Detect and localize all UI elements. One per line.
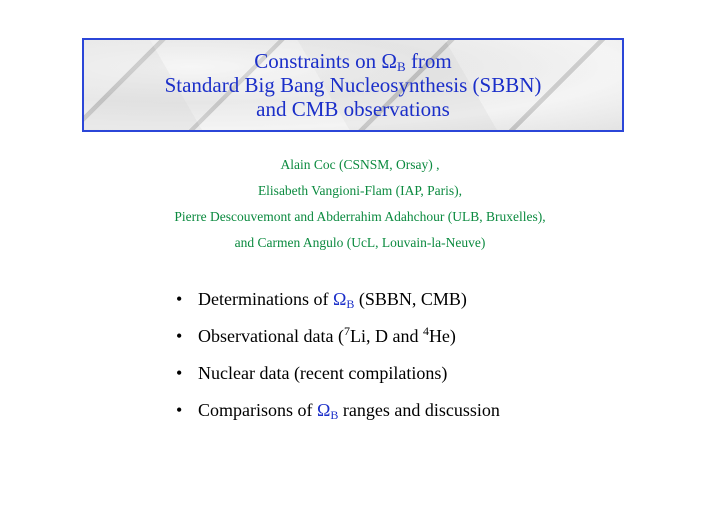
superscript: 4 — [422, 324, 429, 338]
author-line: Pierre Descouvemont and Abderrahim Adahchour (ULB, Bruxelles), — [174, 209, 546, 224]
bullet-text: Observational data ( — [198, 326, 344, 346]
omega-symbol — [333, 289, 354, 309]
bullet-item — [176, 397, 500, 434]
omega-subscript: B — [397, 59, 406, 74]
superscript: 7 — [343, 324, 350, 338]
omega-subscript: B — [330, 408, 339, 422]
bullet-dot: • — [176, 363, 183, 383]
bullet-text: Li, D and — [349, 326, 423, 346]
omega-subscript: B — [346, 297, 355, 311]
title-text: Constraints on — [254, 49, 382, 73]
title-text: from — [405, 49, 452, 73]
bullet-dot: • — [176, 400, 183, 420]
bullet-list — [176, 286, 500, 434]
title-line-1 — [254, 49, 452, 73]
author-line: Elisabeth Vangioni-Flam (IAP, Paris), — [257, 183, 463, 198]
omega-char: Ω — [317, 400, 331, 420]
bullet-text: Determinations of — [198, 289, 333, 309]
bullet-text: Comparisons of — [198, 400, 317, 420]
title-line-3: and CMB observations — [256, 97, 450, 121]
bullet-item — [176, 360, 500, 397]
omega-char: Ω — [332, 289, 347, 309]
omega-symbol — [317, 400, 338, 420]
author-list — [0, 152, 720, 256]
title-line-2: Standard Big Bang Nucleosynthesis (SBBN) — [164, 73, 542, 97]
bullet-item — [176, 286, 500, 323]
bullet-text: (SBBN, CMB) — [354, 289, 467, 309]
bullet-text: He) — [428, 326, 456, 346]
title-box — [82, 38, 624, 132]
bullet-text: Nuclear data (recent compilations) — [198, 363, 448, 383]
bullet-item — [176, 323, 500, 360]
bullet-text: ranges and discussion — [338, 400, 500, 420]
bullet-dot: • — [176, 289, 183, 309]
bullet-dot: • — [176, 326, 183, 346]
author-line: Alain Coc (CSNSM, Orsay) , — [280, 157, 440, 172]
author-line: and Carmen Angulo (UcL, Louvain-la-Neuve) — [234, 235, 486, 250]
omega-symbol: Ω — [381, 49, 398, 73]
